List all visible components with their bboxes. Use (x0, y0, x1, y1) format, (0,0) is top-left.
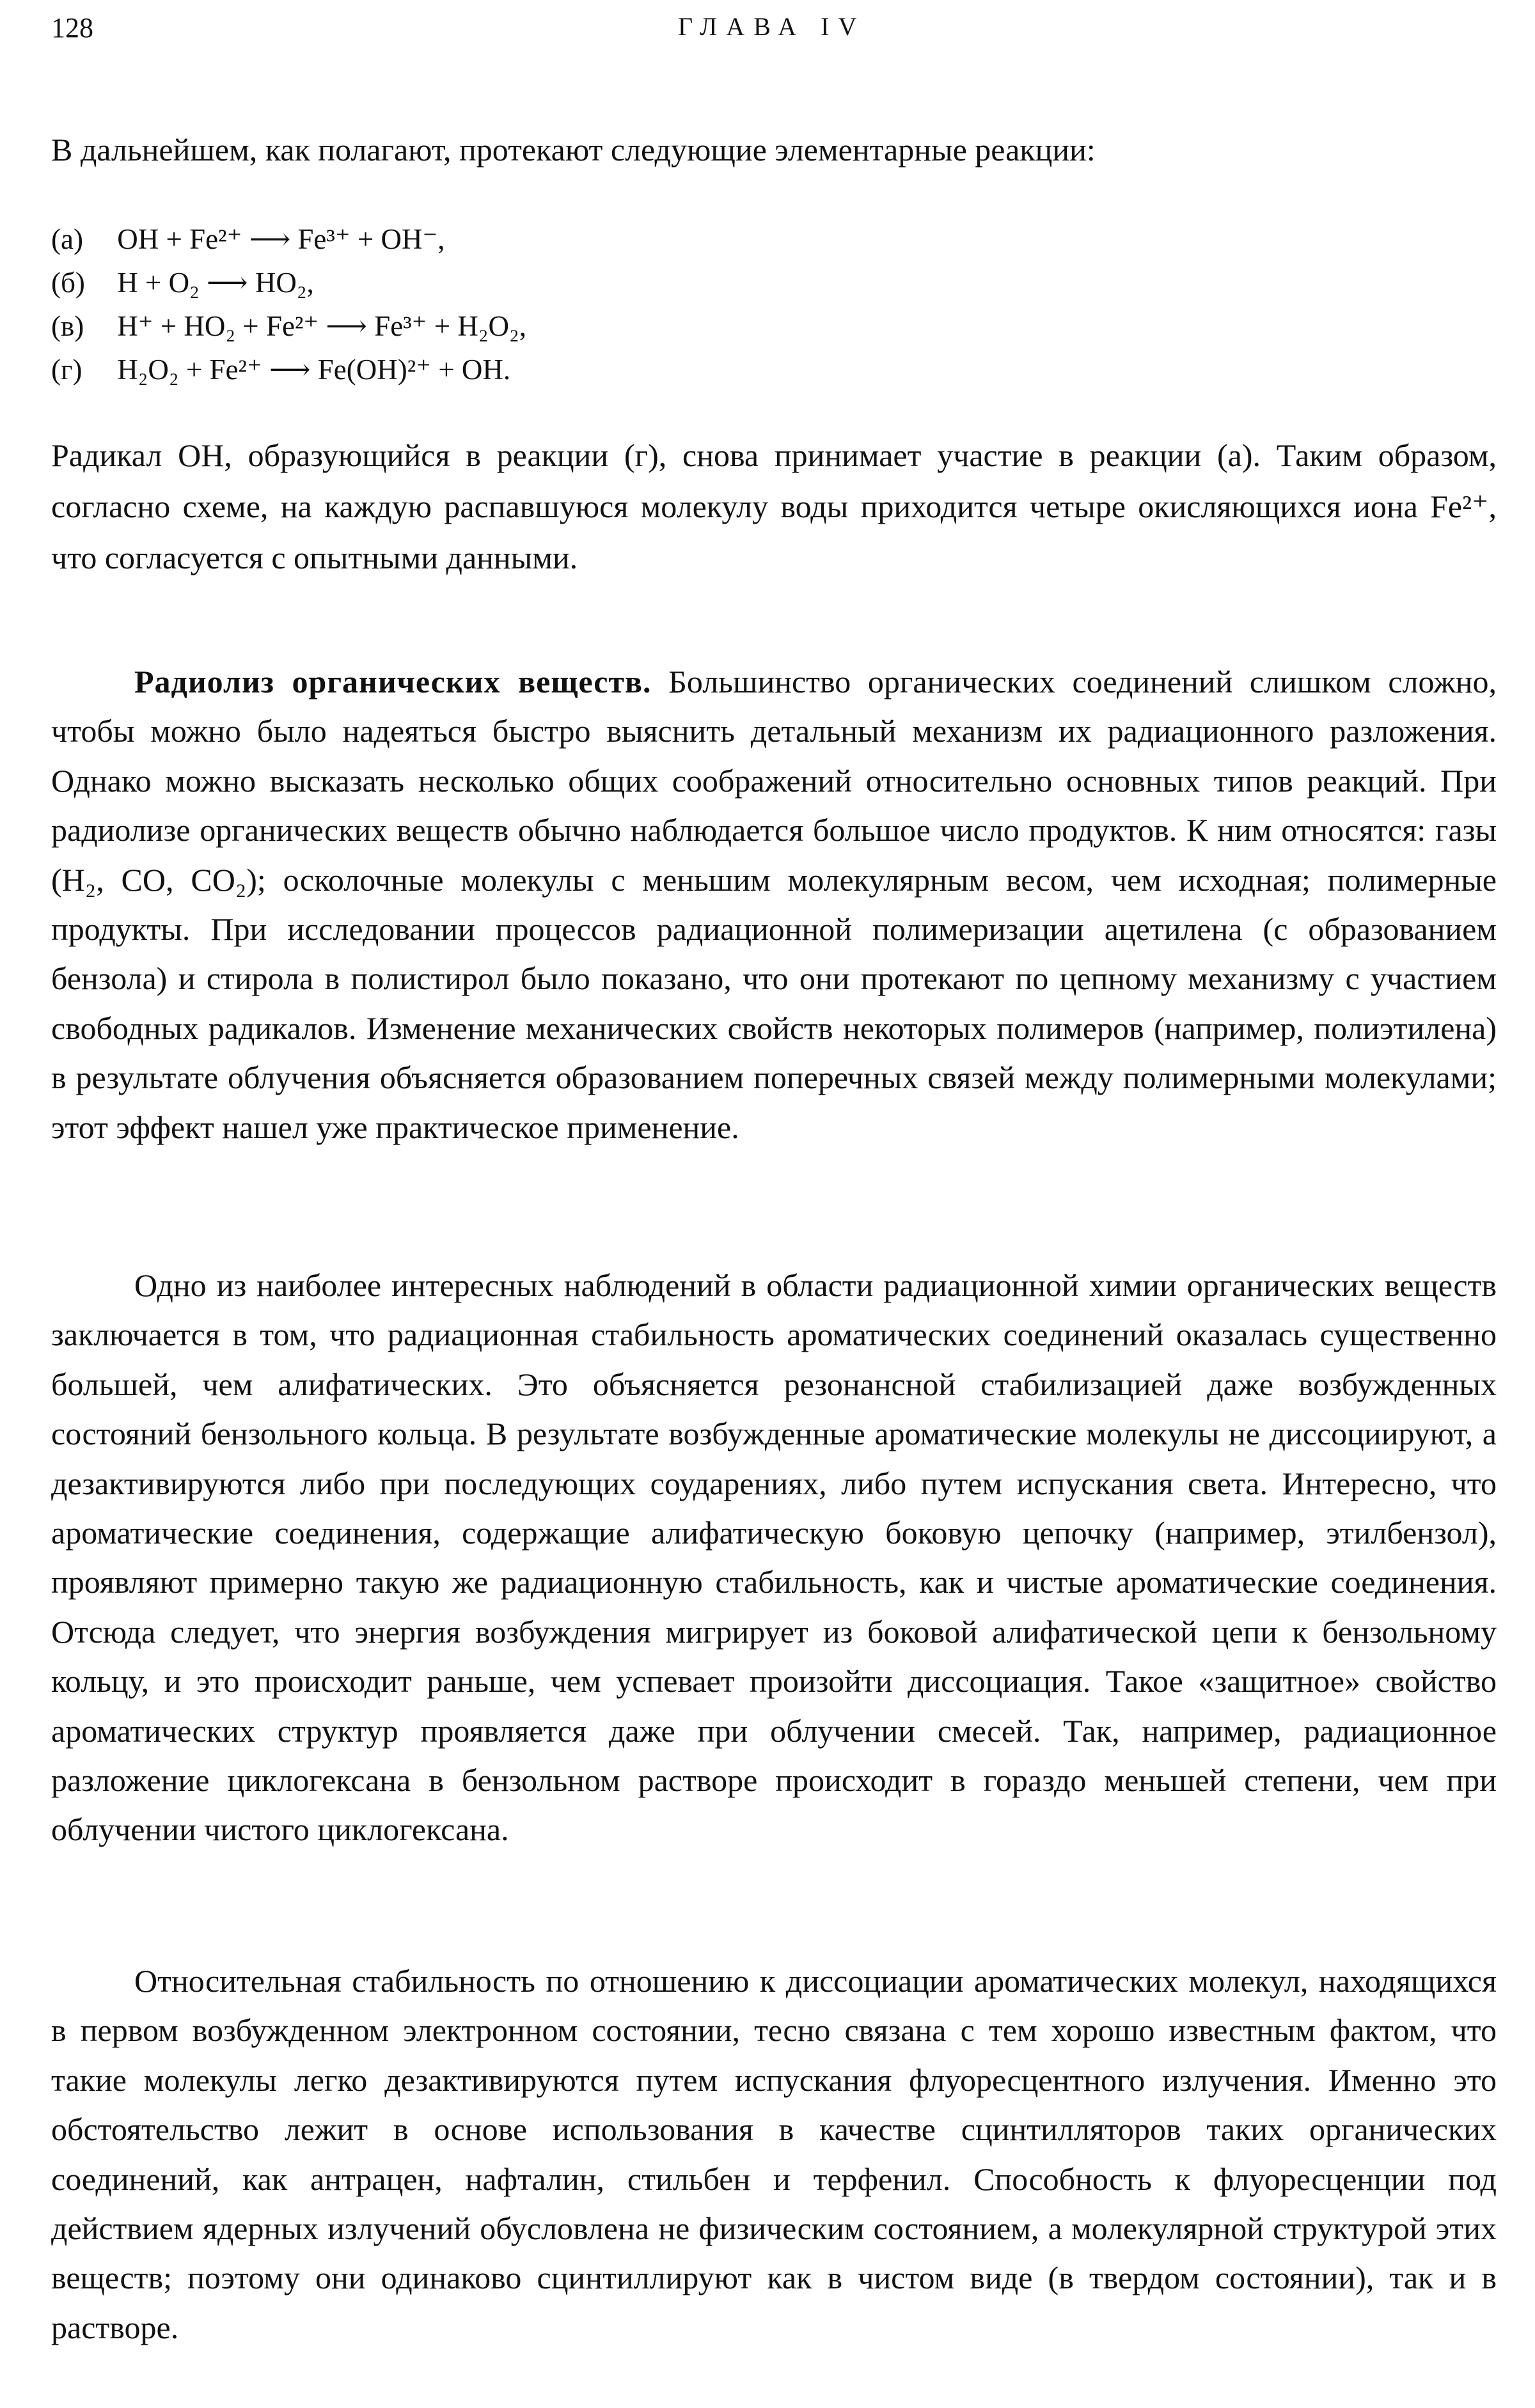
reaction-label: (г) (51, 354, 83, 386)
reaction-formula: OH + Fe²⁺ ⟶ Fe³⁺ + OH⁻, (117, 223, 445, 255)
reaction-c (51, 304, 1497, 348)
intro-paragraph: В дальнейшем, как полагают, протекают следующие элементарные реакции: (51, 132, 1096, 168)
reaction-label: (а) (51, 223, 83, 255)
section-heading: Радиолиз органических веществ. (134, 664, 652, 700)
reaction-formula: H⁺ + HO₂ + Fe²⁺ ⟶ Fe³⁺ + H₂O₂, (117, 310, 526, 342)
reaction-a (51, 217, 1497, 261)
reaction-label: (б) (51, 267, 85, 299)
reaction-list (51, 217, 1497, 391)
reaction-formula: H₂O₂ + Fe²⁺ ⟶ Fe(OH)²⁺ + OH. (117, 354, 511, 386)
reaction-label: (в) (51, 310, 84, 342)
radical-paragraph: Радикал OH, образующийся в реакции (г), снова принимает участие в реакции (а). Таким образом, согласно схеме, на каждую распавшуюся молекулу воды приходится четыре окисляющихся иона Fe²⁺, что согласуется с опытными данными. (51, 437, 1497, 575)
reaction-d (51, 348, 1497, 391)
page-number: 128 (51, 12, 93, 43)
book-page (51, 0, 1497, 2408)
running-title: ГЛАВА IV (678, 12, 866, 41)
organic-radiolysis-paragraph (51, 657, 1497, 1152)
page-header (51, 12, 1497, 50)
reaction-formula: H + O₂ ⟶ HO₂, (117, 267, 314, 299)
reaction-b (51, 261, 1497, 304)
aromatic-stability-paragraph: Одно из наиболее интересных наблюдений в области радиационной химии органических веществ заключается в том, что радиационная стабильность ароматических соединений оказалась существенно большей, чем алифатических. Это объясняется резонансной стабилизацией даже возбужденных состояний бензольного кольца. В результате возбужденные ароматические молекулы не диссоциируют, а дезактивируются либо при последующих соударениях, либо путем испускания света. Интересно, что ароматические соединения, содержащие алифатическую боковую цепочку (например, этилбензол), проявляют примерно такую же радиационную стабильность, как и чистые ароматические соединения. Отсюда следует, что энергия возбуждения мигрирует из боковой алифатической цепи к бензольному кольцу, и это происходит раньше, чем успевает произойти диссоциация. Такое «защитное» свойство ароматических структур проявляется даже при облучении смесей. Так, например, радиационное разложение циклогексана в бензольном растворе происходит в гораздо меньшей степени, чем при облучении чистого циклогексана. (51, 1267, 1497, 1848)
fluorescence-paragraph: Относительная стабильность по отношению к диссоциации ароматических молекул, находящихся в первом возбужденном электронном состоянии, тесно связана с тем хорошо известным фактом, что такие молекулы легко дезактивируются путем испускания флуоресцентного излучения. Именно это обстоятельство лежит в основе использования в качестве сцинтилляторов таких органических соединений, как антрацен, нафталин, стильбен и терфенил. Способность к флуоресценции под действием ядерных излучений обусловлена не физическим состоянием, а молекулярной структурой этих веществ; поэтому они одинаково сцинтиллируют как в чистом виде (в твердом состоянии), так и в растворе. (51, 1963, 1497, 2345)
organic-radiolysis-body: Большинство органических соединений слишком сложно, чтобы можно было надеяться быстро выяснить детальный механизм их радиационного разложения. Однако можно высказать несколько общих соображений относительно основных типов реакций. При радиолизе органических веществ обычно наблюдается большое число продуктов. К ним относятся: газы (H₂, CO, CO₂); осколочные молекулы с меньшим молекулярным весом, чем исходная; полимерные продукты. При исследовании процессов радиационной полимеризации ацетилена (с образованием бензола) и стирола в полистирол было показано, что они протекают по цепному механизму с участием свободных радикалов. Изменение механических свойств некоторых полимеров (например, полиэтилена) в результате облучения объясняется образованием поперечных связей между полимерными молекулами; этот эффект нашел уже практическое применение. (51, 664, 1497, 1145)
